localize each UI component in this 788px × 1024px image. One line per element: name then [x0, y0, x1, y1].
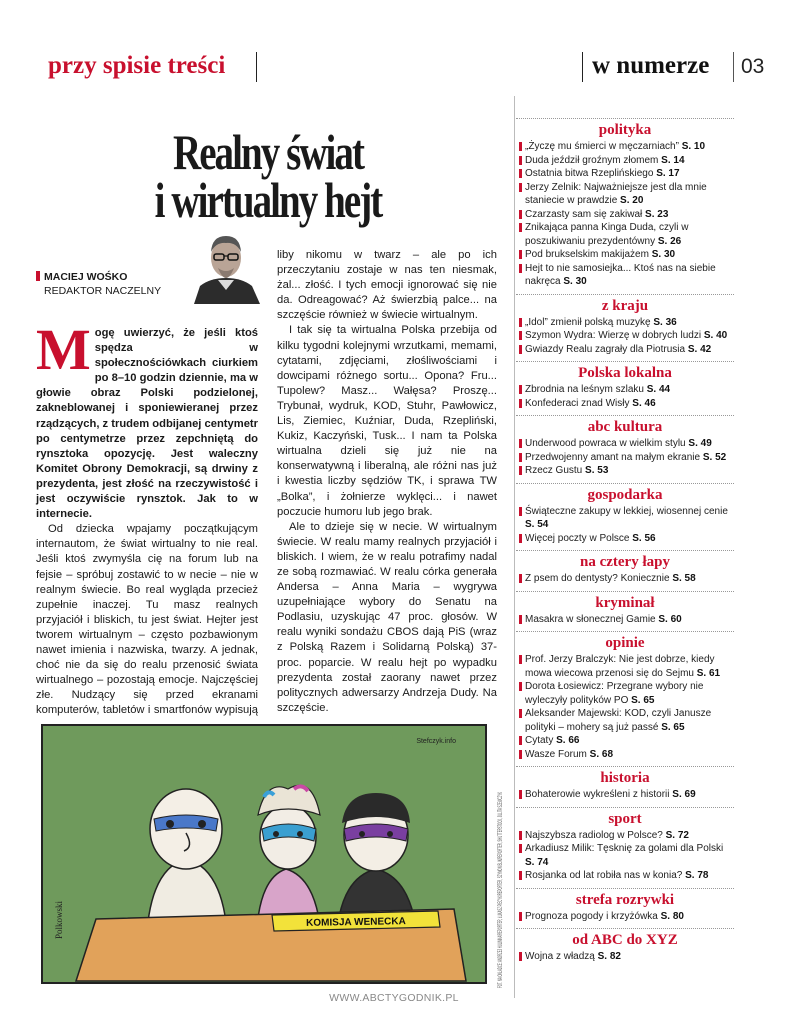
toc-item-title: Zbrodnia na leśnym szlaku [525, 384, 644, 395]
toc-item-title: Cytaty [525, 735, 554, 746]
toc-item[interactable] [516, 829, 734, 843]
toc-section [516, 483, 734, 551]
toc-item-title: Przedwojenny amant na małym ekranie [525, 451, 701, 463]
title-line: Realny świat [172, 124, 364, 180]
toc-item-page: S. 42 [687, 343, 712, 355]
article-column-2 [277, 248, 497, 716]
toc-item-page: S. 26 [657, 235, 682, 247]
toc-item[interactable] [516, 680, 734, 707]
toc-item[interactable] [516, 316, 734, 330]
cartoon-sign: KOMISJA WENECKA [306, 916, 406, 929]
toc-item[interactable] [516, 572, 734, 586]
header-divider [582, 52, 583, 82]
toc-item-title: Więcej poczty w Polsce [525, 532, 630, 544]
toc-item-page: S. 30 [563, 276, 587, 287]
toc-item-title: „Życzę mu śmierci w męczarniach” [525, 141, 679, 152]
toc-item[interactable] [516, 788, 734, 802]
toc-item-page: S. 40 [703, 330, 728, 341]
toc-item-title: Duda jeździł groźnym złomem [525, 154, 659, 166]
toc-item-title: Prognoza pogody i krzyżówka [525, 910, 658, 922]
toc-item-title: Aleksander Majewski: KOD, czyli Janusze polityki – mohery są już passé [525, 708, 712, 733]
toc-item-title: „Idol” zmienił polską muzykę [525, 316, 651, 328]
toc-section [516, 631, 734, 766]
toc-item[interactable] [516, 950, 734, 964]
header-divider [733, 52, 734, 82]
toc-section-title: opinie [516, 631, 734, 653]
toc-item-page: S. 80 [660, 910, 684, 922]
toc-item[interactable] [516, 842, 734, 869]
toc-item[interactable] [516, 140, 734, 154]
toc-item[interactable] [516, 383, 734, 397]
toc-item-page: S. 78 [685, 870, 709, 881]
toc-item-page: S. 46 [632, 397, 656, 409]
toc-section-title: od ABC do XYZ [516, 928, 734, 950]
toc-item-title: Jerzy Zelnik: Najważniejsze jest dla mnie staniecie w prawdzie [525, 181, 707, 206]
toc-item-title: Masakra w słonecznej Gamie [525, 613, 656, 625]
toc-item[interactable] [516, 748, 734, 762]
toc-item[interactable] [516, 343, 734, 357]
toc-item-title: Konfederaci znad Wisły [525, 397, 630, 409]
toc-item[interactable] [516, 167, 734, 181]
title-line: i wirtualny hejt [154, 172, 382, 228]
toc-section [516, 766, 734, 807]
toc-item[interactable] [516, 734, 734, 748]
toc-item-page: S. 54 [525, 519, 549, 530]
toc-item-page: S. 82 [597, 951, 621, 962]
author-marker [36, 271, 40, 281]
toc-item-page: S. 17 [656, 168, 680, 179]
toc-item-page: S. 10 [681, 141, 706, 152]
page-number: 03 [741, 55, 765, 78]
toc-item[interactable] [516, 613, 734, 627]
toc-item-page: S. 56 [632, 532, 656, 544]
toc-item[interactable] [516, 653, 734, 680]
toc-section [516, 928, 734, 969]
toc-item-page: S. 58 [672, 573, 696, 584]
toc-item-title: Znikająca panna Kinga Duda, czyli w poszukiwaniu prezydentówny [525, 222, 689, 247]
toc-item-page: S. 36 [653, 316, 677, 328]
toc-section-title: polityka [516, 118, 734, 140]
author-byline [36, 270, 161, 298]
toc-item-title: Bohaterowie wykreśleni z historii [525, 789, 670, 800]
toc-item[interactable] [516, 451, 734, 465]
toc-item-title: Gwiazdy Realu zagrały dla Piotrusia [525, 343, 686, 355]
photo-credit-text: FOT. NA OKŁADCE: ANDRZEJ HULIMKA/REPORTER, ŁUKASZ PIECYK/REPORTER, SZYMON BLIK/REPORTER, SHUTTERSTOCK, JULITA SZEWCZYK [498, 567, 504, 988]
toc-item[interactable] [516, 707, 734, 734]
toc-section-title: z kraju [516, 294, 734, 316]
toc-section [516, 807, 734, 888]
toc-item[interactable] [516, 208, 734, 222]
toc-item[interactable] [516, 397, 734, 411]
article-column-1 [36, 317, 258, 749]
toc-item-title: Wojna z władzą [525, 951, 595, 962]
toc-item-page: S. 66 [556, 735, 580, 746]
toc-item-page: S. 49 [688, 438, 712, 449]
toc-item[interactable] [516, 262, 734, 289]
toc-item-title: Rosjanka od lat robiła nas w konia? [525, 870, 683, 881]
toc-item-title: Arkadiusz Milik: Tęsknię za golami dla Polski [525, 843, 724, 854]
toc-item-title: Świąteczne zakupy w lekkiej, wiosennej cenie [525, 505, 728, 517]
toc-item[interactable] [516, 437, 734, 451]
toc-section [516, 550, 734, 591]
cartoon-watermark: Stefczyk.info [416, 738, 456, 745]
table-of-contents [516, 118, 734, 969]
article-paragraph: Od dziecka wpajamy początkującym internautom, że świat wirtualny to nie real. Jeśli ktoś zwymyśla cię na forum lub na fejsie – spróbuj zostawić to w necie – nie w realnym świecie. Bo real wygląda przecież zupełnie inaczej. Tu masz realnych przyjaciół i bliskich, tu jest świat. Hejter jest tworem wirtualnym – często pozbawionym nawet imienia i nazwiska, twarzy. A jednak, choć nie da się do realu przenosić świata wirtualnego – pozostają emocje. Najczęściej złe. Nudzący się przed ekranami komputerów, tabletów i smartfonów wypisują [36, 523, 258, 717]
section-title-right: w numerze [592, 52, 710, 79]
toc-item-page: S. 60 [658, 613, 682, 625]
toc-item-page: S. 52 [702, 451, 727, 463]
toc-section [516, 591, 734, 632]
toc-item-title: Hejt to nie samosiejka... Ktoś nas na siebie nakręca [525, 262, 716, 287]
toc-item-title: Najszybsza radiolog w Polsce? [525, 829, 663, 841]
toc-section-title: kryminał [516, 591, 734, 613]
footer-url: WWW.ABCTYGODNIK.PL [329, 992, 459, 1004]
toc-item-title: Czarzasty sam się zakiwał [525, 208, 643, 220]
toc-item-page: S. 30 [651, 249, 676, 260]
drop-cap: M [36, 317, 91, 382]
header-divider [256, 52, 257, 82]
toc-item-page: S. 23 [645, 208, 669, 220]
toc-item-page: S. 72 [665, 829, 689, 841]
toc-item-title: Ostatnia bitwa Rzeplińskiego [525, 168, 654, 179]
toc-item[interactable] [516, 181, 734, 208]
toc-item[interactable] [516, 248, 734, 262]
toc-section [516, 888, 734, 929]
toc-item[interactable] [516, 869, 734, 883]
toc-item-title: Szymon Wydra: Wierzę w dobrych ludzi [525, 330, 702, 341]
toc-section-title: na cztery łapy [516, 550, 734, 572]
toc-item-title: Wasze Forum [525, 748, 587, 760]
toc-item-title: Z psem do dentysty? Koniecznie [525, 573, 670, 584]
toc-item[interactable] [516, 910, 734, 924]
author-name: MACIEJ WOŚKO [44, 271, 128, 283]
toc-section-title: sport [516, 807, 734, 829]
toc-item-title: Rzecz Gustu [525, 465, 583, 476]
toc-item-page: S. 61 [696, 667, 721, 679]
toc-section [516, 361, 734, 415]
toc-item[interactable] [516, 221, 734, 248]
toc-item-page: S. 65 [661, 721, 685, 733]
toc-section [516, 415, 734, 483]
toc-item-page: S. 68 [589, 748, 614, 760]
cartoon-signature: Polkowski [54, 900, 64, 939]
toc-section [516, 118, 734, 294]
toc-section-title: strefa rozrywki [516, 888, 734, 910]
toc-section-title: abc kultura [516, 415, 734, 437]
toc-item-page: S. 14 [661, 154, 685, 166]
toc-section-title: Polska lokalna [516, 361, 734, 383]
toc-item[interactable] [516, 464, 734, 478]
lead-text: ogę uwierzyć, że jeśli ktoś spędza w społecznościówkach ciurkiem po 8–10 godzin dziennie, ma w głowie obraz Polski podzielonej, zakneblowanej i sponiewieranej przez rządzących, z trudem odbijanej centymetr po centymetrze przez zepchniętą do rynsztoka opozycję. Jest waleczny Komitet Obrony Demokracji, są drwiny z prezydenta, jest złość na rzeczywistość i jest oczywiście rynsztok. Jak to w internecie. [36, 327, 258, 521]
toc-item-title: Underwood powraca w wielkim stylu [525, 438, 686, 449]
toc-item-page: S. 74 [525, 856, 549, 868]
toc-item[interactable] [516, 329, 734, 343]
toc-item-page: S. 44 [646, 384, 671, 395]
cartoon-illustration [36, 719, 492, 991]
author-photo [190, 228, 262, 304]
photo-credit [494, 567, 518, 990]
article-lead [36, 317, 258, 522]
toc-item-title: Pod brukselskim makijażem [525, 249, 649, 260]
toc-item[interactable] [516, 532, 734, 546]
toc-item-page: S. 69 [672, 789, 696, 800]
toc-section-title: gospodarka [516, 483, 734, 505]
toc-item-page: S. 20 [620, 195, 644, 206]
toc-section [516, 294, 734, 362]
toc-section-title: historia [516, 766, 734, 788]
article-paragraph: liby nikomu w twarz – ale po ich przeczytaniu zostaje w nas ten niesmak, żal... złość. I tych emocji ignorować się nie da. Odreagować? Aż świerzbią palce... na szczęście również w świecie wirtualnym. [277, 249, 497, 322]
toc-item-title: Prof. Jerzy Bralczyk: Nie jest dobrze, kiedy mowa wiecowa przenosi się do Sejmu [525, 654, 715, 679]
toc-item[interactable] [516, 505, 734, 532]
author-role: REDAKTOR NACZELNY [44, 285, 162, 297]
article-paragraph: Ale to dzieje się w necie. W wirtualnym świecie. W realu mamy realnych przyjaciół i bliskich. I wiem, że w realu potrafimy nadal ze sobą rozmawiać. W realu córka generała Andersa – Anna Maria – wygrywa uzupełniające wybory do Senatu na Podlasiu, uzyskując 47 proc. głosów. W realu wyniki sondażu CBOS dają PiS (wraz z Polską Razem i Solidarną Polską) 37-proc. poparcie. W realu hejt po wypadku prezydenta został zaorany nawet przez politycznych adwersarzy Andrzeja Dudy. Na szczęście. [277, 520, 497, 714]
toc-item-page: S. 65 [631, 694, 655, 706]
section-title-left: przy spisie treści [48, 52, 226, 79]
toc-item-page: S. 53 [585, 465, 609, 476]
toc-item[interactable] [516, 154, 734, 168]
article-title [151, 124, 385, 228]
toc-item-title: Dorota Łosiewicz: Przegrane wybory nie wyleczyły polityków PO [525, 681, 704, 706]
article-paragraph: I tak się ta wirtualna Polska przebija od kilku tygodni kolejnymi wrzutkami, memami, cytatami, zdjęciami, złośliwościami i dowcipami różnego sortu... Opona? Fru... Tupolew? Masz... Wałęsa? Proszę... Trybunał, wydruk, KOD, Stuhr, Pawłowicz, Lis, Ziemiec, Kuźniar, Duda, Rzepliński, Kukiz, Kaczyński, Tusk... I nam ta Polska wirtualna dzieli się już nie na konserwatywną i liberalną, ale różni nas już i kwestia liczby sędziów TK, i sprawa TW „Bolka”, i żołnierze wyklęci... i nawet poczucie humoru lub jego brak. [277, 324, 497, 518]
